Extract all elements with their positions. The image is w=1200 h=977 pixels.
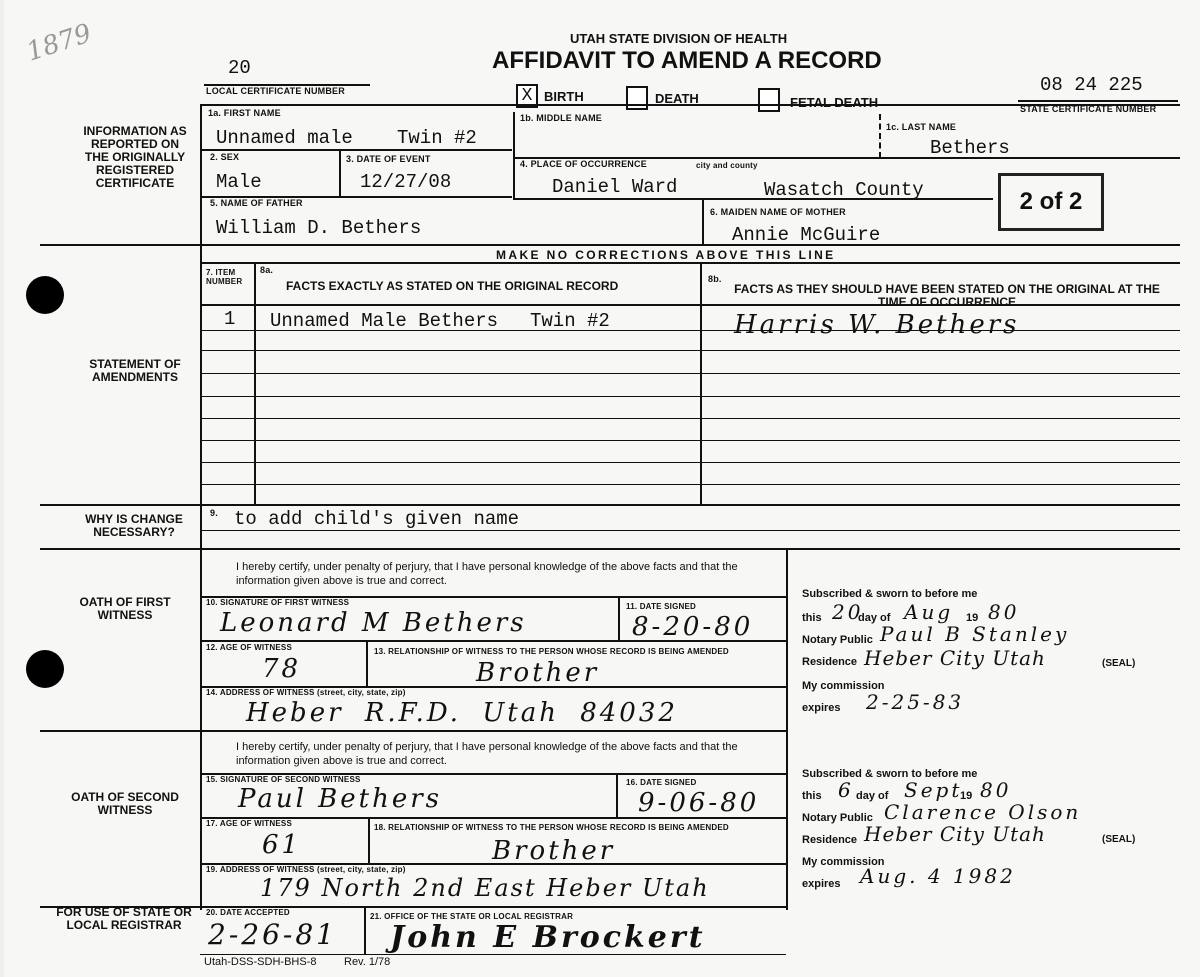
w1-rel-label: 13. RELATIONSHIP OF WITNESS TO THE PERSON WHOSE RECORD IS BEING AMENDED: [374, 647, 729, 656]
mother-label: 6. MAIDEN NAME OF MOTHER: [710, 207, 846, 217]
w1-date-label: 11. DATE SIGNED: [626, 602, 696, 611]
registrar-signature: John E Brockert: [390, 920, 706, 955]
w2-signature: Paul Bethers: [238, 784, 442, 814]
place-label: 4. PLACE OF OCCURRENCE: [520, 159, 647, 169]
n1-year: 80: [988, 600, 1020, 624]
section-registrar: FOR USE OF STATE OR LOCAL REGISTRAR: [56, 905, 192, 932]
w2-relationship: Brother: [492, 836, 616, 866]
item-number-label: 7. ITEM NUMBER: [206, 268, 243, 286]
father-label: 5. NAME OF FATHER: [210, 198, 303, 208]
first-name-label: 1a. FIRST NAME: [208, 108, 281, 118]
n1-day: 20: [832, 600, 864, 624]
sex-value: Male: [216, 171, 262, 193]
date-value: 12/27/08: [360, 171, 452, 193]
w2-age: 61: [262, 830, 302, 860]
state-cert-label: STATE CERTIFICATE NUMBER: [1020, 104, 1157, 114]
n1-seal: (SEAL): [1102, 658, 1136, 669]
w2-date-label: 16. DATE SIGNED: [626, 778, 697, 787]
date-accepted-label: 20. DATE ACCEPTED: [206, 908, 290, 917]
w2-date: 9-06-80: [638, 788, 760, 818]
birth-label: BIRTH: [544, 89, 584, 104]
father-value: William D. Bethers: [216, 217, 422, 239]
w2-address: 179 North 2nd East Heber Utah: [260, 874, 710, 902]
n2-comm-label: My commission: [802, 856, 885, 868]
form-title: AFFIDAVIT TO AMEND A RECORD: [492, 47, 882, 74]
w1-age: 78: [262, 654, 302, 684]
why-number: 9.: [210, 508, 218, 518]
n1-day-of: day of: [858, 612, 891, 624]
n1-year-prefix: 19: [966, 612, 979, 624]
punch-hole: [26, 276, 64, 314]
n1-this: this: [802, 612, 822, 624]
w1-relationship: Brother: [476, 658, 600, 688]
w1-address: Heber R.F.D. Utah 84032: [246, 698, 678, 728]
n1-res-label: Residence: [802, 656, 858, 668]
n2-public: Clarence Olson: [884, 800, 1082, 824]
n2-res-label: Residence: [802, 834, 858, 846]
date-accepted: 2-26-81: [208, 918, 337, 951]
fetal-death-label: FETAL DEATH: [790, 95, 879, 110]
section-statement: STATEMENT OF AMENDMENTS: [89, 357, 181, 384]
n1-residence: Heber City Utah: [864, 646, 1046, 670]
twin-value: Twin #2: [397, 127, 477, 149]
col-8b-header: FACTS AS THEY SHOULD HAVE BEEN STATED ON THE ORIGINAL AT THE TIME OF OCCURRENCE: [734, 282, 1160, 309]
w2-sig-label: 15. SIGNATURE OF SECOND WITNESS: [206, 775, 361, 784]
n1-public-label: Notary Public: [802, 634, 873, 646]
n1-month: Aug: [904, 600, 954, 624]
section-oath2: OATH OF SECOND WITNESS: [71, 790, 179, 817]
place-sublabel: city and county: [696, 161, 758, 170]
n1-comm-label: My commission: [802, 680, 885, 692]
amend-corrected-name: Harris W. Bethers: [734, 310, 1020, 340]
w1-addr-label: 14. ADDRESS OF WITNESS (street, city, state, zip): [206, 688, 406, 697]
n2-exp-label: expires: [802, 878, 841, 890]
n2-this: this: [802, 790, 822, 802]
n2-residence: Heber City Utah: [864, 822, 1046, 846]
amend-original-twin: Twin #2: [530, 310, 610, 332]
amend-item-number: 1: [224, 308, 236, 330]
col-8a-number: 8a.: [260, 265, 274, 275]
n1-line1: Subscribed & sworn to before me: [802, 588, 978, 600]
certify-text-1: I hereby certify, under penalty of perjury, that I have personal knowledge of the above facts and that the information given above is true and correct.: [236, 561, 738, 587]
place-city-value: Daniel Ward: [552, 176, 678, 198]
form-revision: Rev. 1/78: [344, 956, 391, 968]
place-county-value: Wasatch County: [764, 179, 924, 201]
n2-day: 6: [838, 778, 854, 802]
death-checkbox[interactable]: [626, 86, 648, 110]
fetal-death-checkbox[interactable]: [758, 88, 780, 112]
affidavit-form: [4, 0, 1200, 977]
form-id: Utah-DSS-SDH-BHS-8: [204, 956, 317, 968]
margin-note: 1879: [22, 18, 96, 68]
agency-name: UTAH STATE DIVISION OF HEALTH: [570, 31, 788, 46]
n2-public-label: Notary Public: [802, 812, 873, 824]
local-cert-label: LOCAL CERTIFICATE NUMBER: [206, 86, 345, 96]
n1-public: Paul B Stanley: [880, 622, 1070, 646]
death-label: DEATH: [655, 91, 699, 106]
birth-checkbox[interactable]: X: [516, 84, 538, 108]
middle-name-label: 1b. MIDDLE NAME: [520, 113, 603, 123]
n1-expires: 2-25-83: [866, 690, 965, 714]
why-text: to add child's given name: [234, 508, 520, 530]
last-name-label: 1c. LAST NAME: [886, 122, 957, 132]
n1-exp-label: expires: [802, 702, 841, 714]
n2-day-of: day of: [856, 790, 889, 802]
section-info: INFORMATION AS REPORTED ON THE ORIGINALLY REGISTERED CERTIFICATE: [83, 124, 187, 190]
punch-hole: [26, 650, 64, 688]
section-why: WHY IS CHANGE NECESSARY?: [85, 512, 183, 539]
page-stamp: 2 of 2: [998, 173, 1104, 231]
n2-year-prefix: 19: [960, 790, 973, 802]
certify-text-2: I hereby certify, under penalty of perjury, that I have personal knowledge of the above facts and that the information given above is true and correct.: [236, 741, 738, 767]
w1-age-label: 12. AGE OF WITNESS: [206, 643, 292, 652]
w1-signature: Leonard M Bethers: [220, 608, 527, 638]
make-no-corrections: MAKE NO CORRECTIONS ABOVE THIS LINE: [496, 248, 836, 262]
w2-age-label: 17. AGE OF WITNESS: [206, 819, 292, 828]
n2-month: Sept: [904, 778, 963, 802]
col-8a-header: FACTS EXACTLY AS STATED ON THE ORIGINAL RECORD: [286, 279, 619, 293]
amend-original-name: Unnamed Male Bethers: [270, 310, 499, 332]
registrar-office-label: 21. OFFICE OF THE STATE OR LOCAL REGISTRAR: [370, 912, 574, 921]
w1-date: 8-20-80: [632, 612, 754, 642]
sex-label: 2. SEX: [210, 152, 240, 162]
n2-seal: (SEAL): [1102, 834, 1136, 845]
w2-addr-label: 19. ADDRESS OF WITNESS (street, city, state, zip): [206, 865, 406, 874]
last-name-value: Bethers: [930, 137, 1010, 159]
first-name-value: Unnamed male: [216, 127, 353, 149]
n2-year: 80: [980, 778, 1012, 802]
n2-expires: Aug. 4 1982: [860, 864, 1016, 888]
section-oath1: OATH OF FIRST WITNESS: [79, 595, 171, 622]
w1-sig-label: 10. SIGNATURE OF FIRST WITNESS: [206, 598, 350, 607]
state-cert-value: 08 24 225: [1040, 74, 1143, 96]
local-cert-value: 20: [228, 57, 251, 79]
n2-line1: Subscribed & sworn to before me: [802, 768, 978, 780]
date-label: 3. DATE OF EVENT: [346, 154, 431, 164]
mother-value: Annie McGuire: [732, 224, 881, 246]
col-8b-number: 8b.: [708, 274, 722, 284]
w2-rel-label: 18. RELATIONSHIP OF WITNESS TO THE PERSON WHOSE RECORD IS BEING AMENDED: [374, 823, 729, 832]
